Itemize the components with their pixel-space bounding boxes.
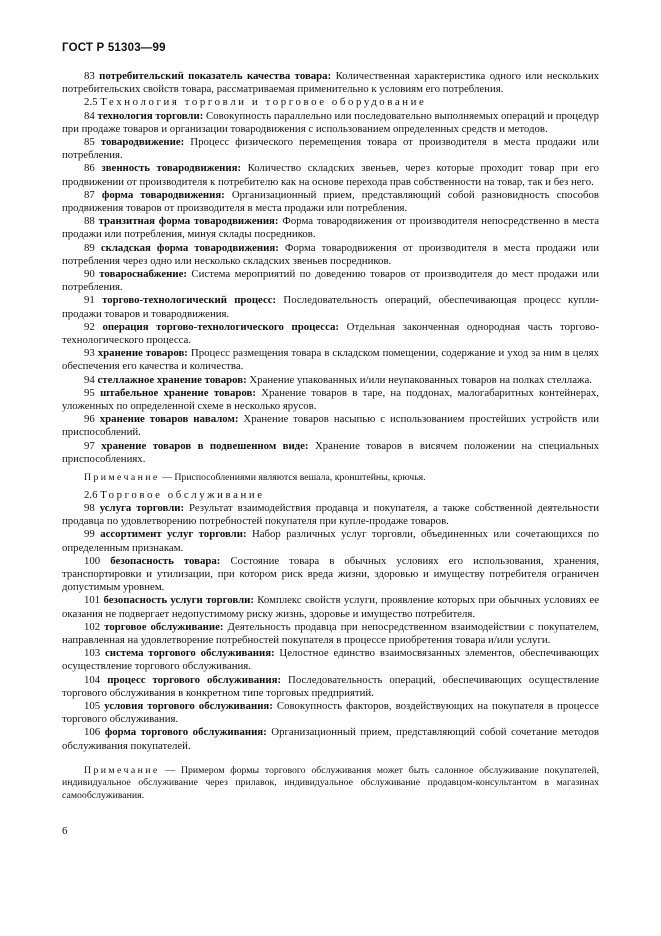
term-name: безопасность товара:	[110, 554, 221, 567]
section-title: Торговое обслуживание	[100, 488, 265, 501]
term-definition: Процесс физического перемещения товара от производителя в места продажи или потребления.	[62, 136, 600, 162]
note-label: Примечание	[84, 764, 160, 776]
document-body	[62, 70, 599, 803]
term-definition: Результат взаимодействия продавца и покупателя, а также собственной деятельности продавца по удовлетворению потребностей покупателя при купле-продаже товаров.	[62, 501, 600, 528]
term-number: 85	[84, 136, 95, 149]
term-number: 103	[84, 647, 101, 660]
term-definition: Состояние товара в обычных условиях его использования, хранения, транспортировки и утилизации, при котором риск вреда жизни, здоровью и имуществу потребителя ограничен допустимым уровнем.	[62, 554, 600, 594]
term-definition: Хранение товаров в таре, на поддонах, малогабаритных контейнерах, уложенных по определенной схеме в несколько ярусов.	[62, 386, 600, 413]
term-number: 96	[84, 413, 95, 426]
section-title: Технология торговли и торговое оборудование	[100, 96, 427, 109]
term-definition: Форма товародвижения от производителя непосредственно в места продажи или потребления, минуя склады посредников.	[62, 215, 599, 241]
note-2	[62, 765, 599, 803]
term-name: хранение товаров навалом:	[99, 413, 239, 426]
term-entry	[62, 621, 599, 647]
term-name: товароснабжение:	[99, 268, 187, 281]
term-name: складская форма товародвижения:	[100, 241, 279, 254]
term-name: хранение товаров в подвешенном виде:	[101, 439, 309, 452]
term-entry	[62, 387, 599, 413]
term-name: стеллажное хранение товаров:	[97, 373, 247, 386]
term-entry	[62, 242, 599, 268]
term-entry	[62, 294, 599, 320]
term-number: 89	[84, 241, 95, 254]
term-name: система торгового обслуживания:	[104, 647, 275, 660]
entries-group-b	[62, 110, 599, 466]
term-entry	[62, 502, 599, 528]
term-name: товародвижение:	[100, 136, 185, 149]
term-name: торговое обслуживание:	[104, 620, 224, 633]
term-definition: Хранение товаров в висячем положении на специальных приспособлениях.	[62, 439, 599, 465]
term-number: 101	[84, 594, 101, 607]
term-definition: Последовательность операций, обеспечивающая процесс купли-продажи товаров и товародвижения.	[62, 294, 600, 320]
term-name: транзитная форма товародвижения:	[98, 215, 279, 228]
term-name: торгово-технологический процесс:	[102, 294, 277, 307]
term-entry	[62, 70, 599, 96]
document-header: ГОСТ Р 51303—99	[62, 42, 166, 54]
term-number: 88	[84, 215, 95, 228]
term-definition: Организационный прием, представляющий собой сочетание методов обслуживания покупателей.	[62, 726, 600, 752]
note-1	[62, 472, 599, 485]
term-entry	[62, 162, 599, 188]
entries-group-a	[62, 70, 599, 96]
term-entry	[62, 321, 599, 347]
term-entry	[62, 726, 599, 752]
term-name: операция торгово-технологического процесса:	[102, 320, 339, 333]
section-heading-2-6	[62, 489, 599, 502]
note-text: — Примером формы торгового обслуживания может быть салонное обслуживание покупателей, индивидуальное обслуживание через прилавок, индивидуальное обслуживание продавцом-консультантом в магазинах самообслуживания.	[62, 764, 599, 801]
term-entry	[62, 555, 599, 595]
term-number: 83	[84, 70, 95, 82]
term-name: звенность товародвижения:	[101, 162, 242, 175]
term-name: безопасность услуги торговли:	[103, 594, 254, 607]
term-definition: Комплекс свойств услуги, проявление которых при обычных условиях ее оказания не подвергает недопустимому риску жизнь, здоровье и имущество потребителя.	[62, 594, 600, 620]
term-name: хранение товаров:	[97, 347, 188, 360]
term-entry	[62, 413, 599, 439]
term-entry	[62, 700, 599, 726]
term-entry	[62, 594, 599, 620]
term-definition: Количество складских звеньев, через которые проходит товар при его продвижении от производителя к потребителю как на основе перехода прав собственности на товар, так и без него.	[62, 162, 600, 188]
term-name: штабельное хранение товаров:	[100, 386, 256, 399]
term-number: 99	[84, 528, 95, 541]
term-name: форма товародвижения:	[101, 188, 225, 201]
term-definition: Последовательность операций, обеспечивающих осуществление торгового обслуживания в конкретном типе торговых предприятий.	[62, 673, 600, 699]
term-number: 105	[84, 699, 101, 712]
section-heading-2-5	[62, 96, 599, 109]
term-number: 91	[84, 294, 95, 307]
term-number: 95	[84, 386, 95, 399]
page-number: 6	[62, 825, 68, 837]
term-entry	[62, 528, 599, 554]
term-number: 84	[84, 109, 95, 122]
note-text: — Приспособлениями являются вешала, кронштейны, крючья.	[162, 472, 426, 484]
term-entry	[62, 674, 599, 700]
term-entry	[62, 136, 599, 162]
term-number: 90	[84, 268, 95, 281]
term-entry	[62, 189, 599, 215]
term-name: ассортимент услуг торговли:	[100, 528, 247, 541]
term-name: процесс торгового обслуживания:	[107, 673, 282, 686]
term-entry	[62, 347, 599, 373]
term-definition: Набор различных услуг торговли, объединенных или сочетающихся по определенным признакам.	[62, 528, 600, 554]
term-number: 98	[84, 501, 95, 514]
term-entry	[62, 647, 599, 673]
term-number: 100	[84, 554, 101, 567]
term-name: потребительский показатель качества товара:	[99, 70, 332, 82]
term-definition: Отдельная законченная однородная часть торгово-технологического процесса.	[62, 320, 600, 347]
term-name: условия торгового обслуживания:	[104, 699, 273, 712]
term-definition: Целостное единство взаимосвязанных элементов, обеспечивающих осуществление торгового обслуживания.	[62, 647, 599, 673]
term-number: 86	[84, 162, 95, 175]
term-definition: Организационный прием, представляющий собой разновидность способов продвижения товаров от производителя в места продажи или потребления.	[62, 188, 600, 215]
term-entry	[62, 374, 599, 387]
term-entry	[62, 110, 599, 136]
term-number: 93	[84, 347, 95, 360]
term-number: 104	[84, 673, 101, 686]
term-definition: Совокупность факторов, воздействующих на покупателя в процессе торгового обслуживания.	[62, 699, 599, 726]
term-number: 87	[84, 188, 95, 201]
term-number: 97	[84, 439, 95, 452]
term-definition: Количественная характеристика одного или нескольких потребительских свойств товара, рассматриваемая применительно к условиям его потребления.	[62, 70, 600, 96]
term-definition: Форма товародвижения от производителя в места продажи или потребления через одно или несколько складских звеньев посредников.	[62, 241, 600, 267]
term-name: технология торговли:	[97, 109, 204, 122]
term-number: 92	[84, 320, 95, 333]
term-definition: Хранение товаров насыпью с использованием простейших устройств или приспособлений.	[62, 413, 599, 439]
term-number: 102	[84, 620, 101, 633]
term-definition: Система мероприятий по доведению товаров от производителя до мест продажи или потребления.	[62, 268, 599, 294]
section-number: 2.6	[84, 488, 98, 501]
term-number: 94	[84, 373, 95, 386]
term-number: 106	[84, 726, 101, 739]
note-label: Примечание	[84, 472, 160, 484]
term-name: форма торгового обслуживания:	[104, 726, 267, 739]
term-name: услуга торговли:	[99, 501, 185, 514]
term-definition: Процесс размещения товара в складском помещении, содержание и уход за ним в целях обеспечения его качества и количества.	[62, 347, 599, 373]
term-entry	[62, 440, 599, 466]
term-entry	[62, 268, 599, 294]
term-entry	[62, 215, 599, 241]
entries-group-c	[62, 502, 599, 753]
term-definition: Совокупность параллельно или последовательно выполняемых операций и процедур при продаже товаров и организации товародвижения с использованием определенных средств и методов.	[62, 109, 600, 135]
section-number: 2.5	[84, 96, 98, 109]
term-definition: Хранение упакованных и/или неупакованных товаров на полках стеллажа.	[249, 373, 592, 386]
term-definition: Деятельность продавца при непосредственном взаимодействии с покупателем, направленная на удовлетворение потребностей покупателя в процессе приобретения товара и/или услуги.	[62, 620, 600, 646]
